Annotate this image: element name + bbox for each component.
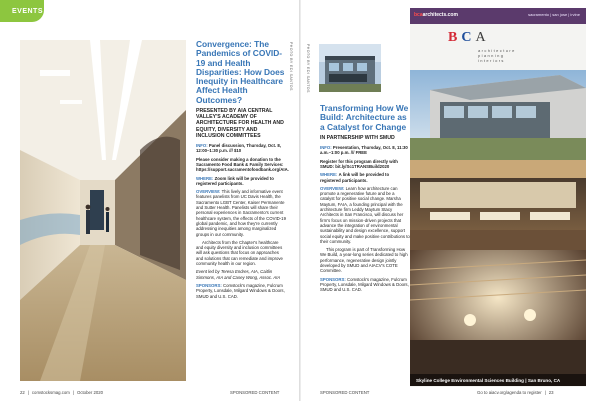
right-page xyxy=(301,0,600,401)
left-footer: 22 | comstocksmag.com | October 2020 xyxy=(20,390,104,395)
ad-photo-caption: Skyline College Environmental Sciences Building | San Bruno, CA xyxy=(410,374,586,386)
where-label: WHERE: xyxy=(320,172,338,178)
sponsored-label: SPONSORED CONTENT xyxy=(320,390,370,395)
article-paragraph: Architects from the Chapter's healthcare and equity diversity and inclusion committees will ask questions that focus on approaches and solutions that can remediate and improve community health in our region. xyxy=(196,239,283,267)
ad-locations: sacramento | san jose | irvine xyxy=(528,12,580,17)
donation-text[interactable]: Please consider making a donation to the Sacramento Food Bank & Family Services: https://support.sacramentofoodbank.org/AIA. xyxy=(196,156,289,173)
issue-date: October 2020 xyxy=(77,390,104,395)
register-cta[interactable]: Go to aiacv.org/agenda to register xyxy=(477,390,542,395)
sponsors-text: Comstock's magazine, Fulcrum Property, Lonsdale, Milgard Windows & Doors, SMUD and U.S. CAD. xyxy=(196,282,285,299)
sponsored-label: SPONSORED CONTENT xyxy=(230,390,280,395)
site-link[interactable]: comstocksmag.com xyxy=(31,390,70,395)
info-label: INFO: xyxy=(196,143,208,149)
skyline-college-photo xyxy=(410,70,586,386)
article-subtitle: IN PARTNERSHIP WITH SMUD xyxy=(320,134,395,141)
photo-credit: PHOTO BY EDI SANTOS xyxy=(289,42,293,91)
overview-text: Learn how architecture can promote a regenerative future and be a catalyst for positive social change. Marsha Maytum, FAIA, a founding principal with the architecture firm Leddy Maytum Stacy Architects in San Francisco, will discuss her firm's focus on mission-driven projects that advance the integration of environmental sustainability and design excellence, support social equity and make positive contributions to their community. xyxy=(320,185,410,244)
sponsors-label: SPONSORS: xyxy=(196,282,222,288)
overview-text: This lively and informative event features panelists from UC Davis Health, the Sacramento LGBT Center, Kaiser Permanente and Sutter Health. Panelists will share their personal experiences in Sacramento's current healthcare system, the effects of the COVID-19 global pandemic, and how they're currently addressing inequities among marginalized groups in our community. xyxy=(196,189,286,237)
hospital-corridor-photo xyxy=(20,40,186,381)
article-covid-health-disparities xyxy=(196,39,289,302)
sponsors-label: SPONSORS: xyxy=(320,276,346,282)
where-text: Zoom link will be provided to registered participants. xyxy=(196,175,274,186)
overview-label: OVERVIEW: xyxy=(320,185,345,191)
info-text: Presentation, Thursday, Oct. 8, 11:30 a.m.–1:00 p.m. /// FREE xyxy=(320,145,408,156)
article-paragraph: This program is part of Transforming How We Build, a year-long series dedicated to high performance, regenerative design jointly developed by SMUD and AIACV's COTE Committee. xyxy=(320,247,408,274)
info-label: INFO: xyxy=(320,145,332,151)
ad-taglines: architecture planning interiors xyxy=(478,48,516,64)
right-footer: Go to aiacv.org/agenda to register | 23 xyxy=(477,390,554,395)
register-text[interactable]: Register for this program directly with SMUD: bit.ly/Sc1TRANSBuild2020 xyxy=(320,158,398,169)
ad-brand[interactable]: bcaarchitects.com xyxy=(414,12,458,18)
page-number: 22 xyxy=(20,390,25,395)
left-page xyxy=(0,0,299,401)
bca-logo: BCA xyxy=(448,30,490,45)
section-tab: EVENTS xyxy=(0,0,44,22)
event-leaders: Event led by Teresa Endres, AIA, Caitlin Simmons, AIA and Casey Wong, Assoc. AIA xyxy=(196,269,281,280)
article-title: Convergence: The Pandemics of COVID-19 and Health Disparities: How Does Inequity in Healthcare Affect Health Outcomes? xyxy=(196,39,285,105)
article-title: Transforming How We Build: Architecture as a Catalyst for Change xyxy=(320,103,409,132)
sponsors-text: Comstock's magazine, Fulcrum Property, Lonsdale, Milgard Windows & Doors, SMUD and U.S. CAD. xyxy=(320,276,409,293)
overview-label: OVERVIEW: xyxy=(196,189,221,195)
page-number: 23 xyxy=(548,390,554,395)
bca-advertisement[interactable] xyxy=(410,8,586,387)
ad-header-bar xyxy=(410,8,586,24)
photo-credit: PHOTO BY EDI SANTOS xyxy=(306,44,310,93)
article-subtitle: PRESENTED BY AIA CENTRAL VALLEY'S ACADEMY OF ARCHITECTURE FOR HEALTH AND EQUITY, DIVERSITY AND INCLUSION COMMITTEES xyxy=(196,108,284,139)
info-text: Panel discussion, Thursday, Oct. 8, 12:00–1:30 p.m. /// $10 xyxy=(196,143,281,154)
article-transforming-how-we-build xyxy=(320,104,410,296)
where-label: WHERE: xyxy=(196,175,214,181)
building-photo xyxy=(319,44,381,92)
where-text: A link will be provided to registered participants. xyxy=(320,172,390,183)
